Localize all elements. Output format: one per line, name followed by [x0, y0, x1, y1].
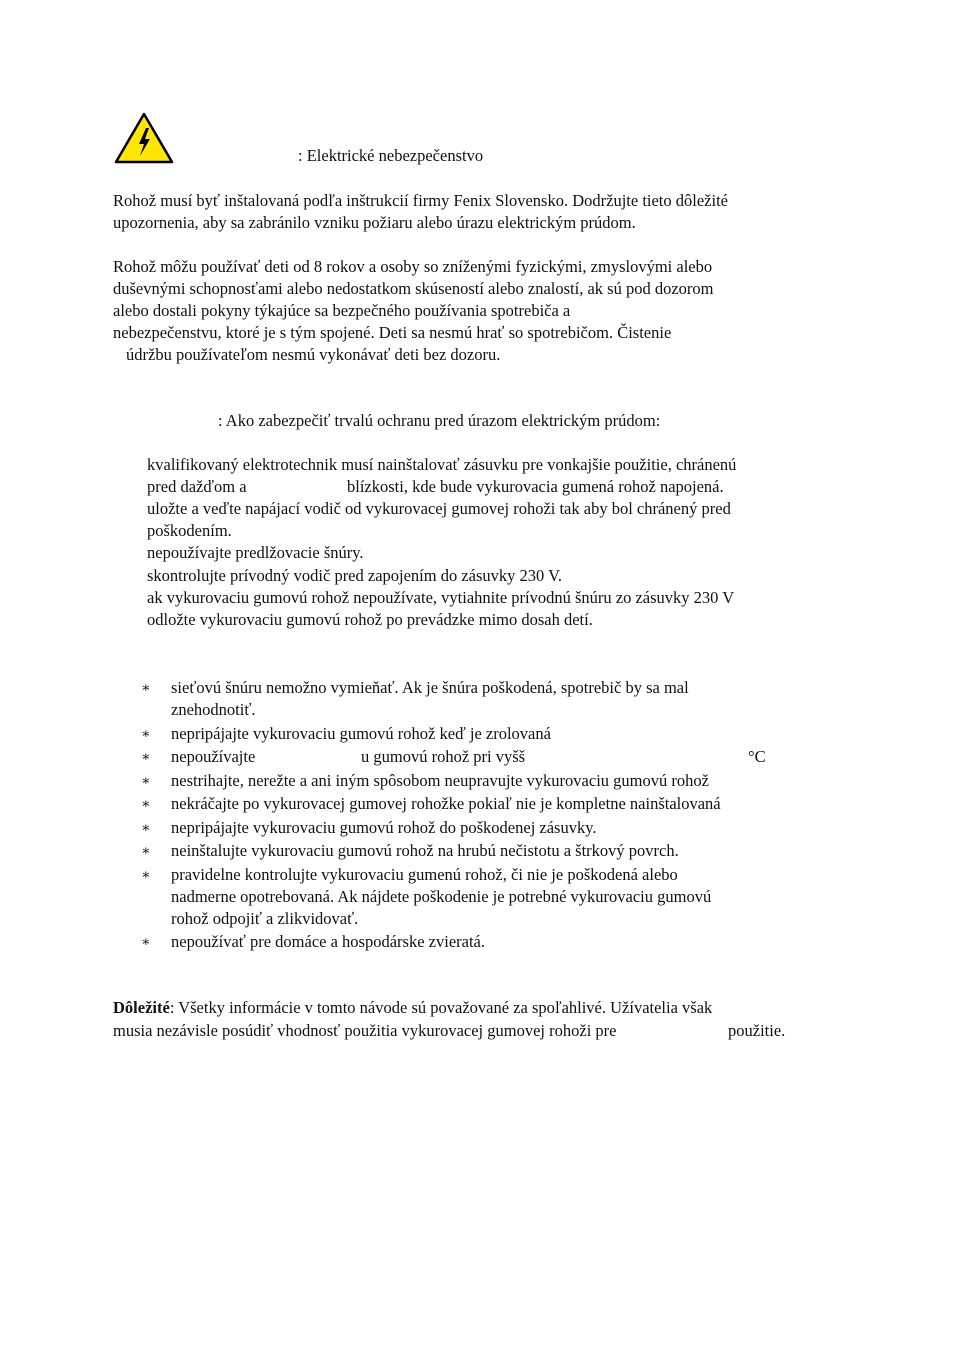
bullet-mark: ∗ [141, 727, 151, 742]
protection-line-1: kvalifikovaný elektrotechnik musí nainštalovať zásuvku pre vonkajšie použitie, chránenú [147, 455, 737, 474]
bullet-mark: ∗ [141, 774, 151, 789]
important-label: Dôležité [113, 998, 170, 1017]
bullet-3-part-2: u gumovú rohož pri vyšš [361, 747, 526, 766]
bullet-6: nepripájajte vykurovaciu gumovú rohož do poškodenej zásuvky. [171, 818, 597, 837]
bullet-8-line-1: pravidelne kontrolujte vykurovaciu gumenú rohož, či nie je poškodená alebo [171, 865, 678, 884]
electric-hazard-icon [113, 111, 175, 165]
para1-line-2: upozornenia, aby sa zabránilo vzniku požiaru alebo úrazu elektrickým prúdom. [113, 213, 636, 232]
bullet-mark: ∗ [141, 681, 151, 696]
protection-line-2b: blízkosti, kde bude vykurovacia gumená rohož napojená. [347, 477, 724, 496]
bullet-mark: ∗ [141, 821, 151, 836]
important-line-1 [113, 997, 712, 1019]
bullet-3-part-3: °C [748, 747, 766, 766]
bullet-8-line-3: rohož odpojiť a zlikvidovať. [171, 909, 359, 928]
important-line-2b: použitie. [728, 1021, 786, 1040]
protection-heading: : Ako zabezpečiť trvalú ochranu pred úrazom elektrickým prúdom: [218, 411, 661, 430]
bullet-5: nekráčajte po vykurovacej gumovej rohožke pokiaľ nie je kompletne nainštalovaná [171, 794, 721, 813]
para2-line-3: alebo dostali pokyny týkajúce sa bezpečného používania spotrebiča a [113, 301, 571, 320]
bullet-1-line-2: znehodnotiť. [171, 700, 256, 719]
bullet-mark: ∗ [141, 750, 151, 765]
bullet-9: nepoužívať pre domáce a hospodárske zvieratá. [171, 932, 485, 951]
bullet-mark: ∗ [141, 797, 151, 812]
bullet-7: neinštalujte vykurovaciu gumovú rohož na hrubú nečistotu a štrkový povrch. [171, 841, 679, 860]
important-line-2a: musia nezávisle posúdiť vhodnosť použitia vykurovacej gumovej rohoži pre [113, 1021, 617, 1040]
important-text: : Všetky informácie v tomto návode sú považované za spoľahlivé. Užívatelia však [169, 998, 713, 1017]
bullet-mark: ∗ [141, 844, 151, 859]
bullet-2: nepripájajte vykurovaciu gumovú rohož keď je zrolovaná [171, 724, 551, 743]
para2-line-2: duševnými schopnosťami alebo nedostatkom skúseností alebo znalostí, ak sú pod dozorom [113, 279, 714, 298]
protection-line-2a: pred dažďom a [147, 477, 247, 496]
protection-line-5: nepoužívajte predlžovacie šnúry. [147, 543, 364, 562]
protection-line-4: poškodením. [147, 521, 232, 540]
bullet-3-part-1: nepoužívajte [171, 747, 256, 766]
para1-line-1: Rohož musí byť inštalovaná podľa inštrukcií firmy Fenix Slovensko. Dodržujte tieto dôležité [113, 191, 728, 210]
protection-line-3: uložte a veďte napájací vodič od vykurovacej gumovej rohoži tak aby bol chránený pred [147, 499, 731, 518]
bullet-4: nestrihajte, nerežte a ani iným spôsobom neupravujte vykurovaciu gumovú rohož [171, 771, 709, 790]
protection-line-8: odložte vykurovaciu gumovú rohož po prevádzke mimo dosah detí. [147, 610, 593, 629]
para2-line-4: nebezpečenstvu, ktoré je s tým spojené. Deti sa nesmú hrať so spotrebičom. Čistenie [113, 323, 672, 342]
para2-line-1: Rohož môžu používať deti od 8 rokov a osoby so zníženými fyzickými, zmyslovými alebo [113, 257, 713, 276]
protection-line-7: ak vykurovaciu gumovú rohož nepoužívate, vytiahnite prívodnú šnúru zo zásuvky 230 V [147, 588, 735, 607]
bullet-1-line-1: sieťovú šnúru nemožno vymieňať. Ak je šnúra poškodená, spotrebič by sa mal [171, 678, 689, 697]
protection-line-6: skontrolujte prívodný vodič pred zapojením do zásuvky 230 V. [147, 566, 563, 585]
para2-line-5: údržbu používateľom nesmú vykonávať deti bez dozoru. [126, 345, 501, 364]
bullet-8-line-2: nadmerne opotrebovaná. Ak nájdete poškodenie je potrebné vykurovaciu gumovú [171, 887, 712, 906]
bullet-mark: ∗ [141, 868, 151, 883]
bullet-mark: ∗ [141, 935, 151, 950]
warning-label: : Elektrické nebezpečenstvo [298, 146, 484, 165]
